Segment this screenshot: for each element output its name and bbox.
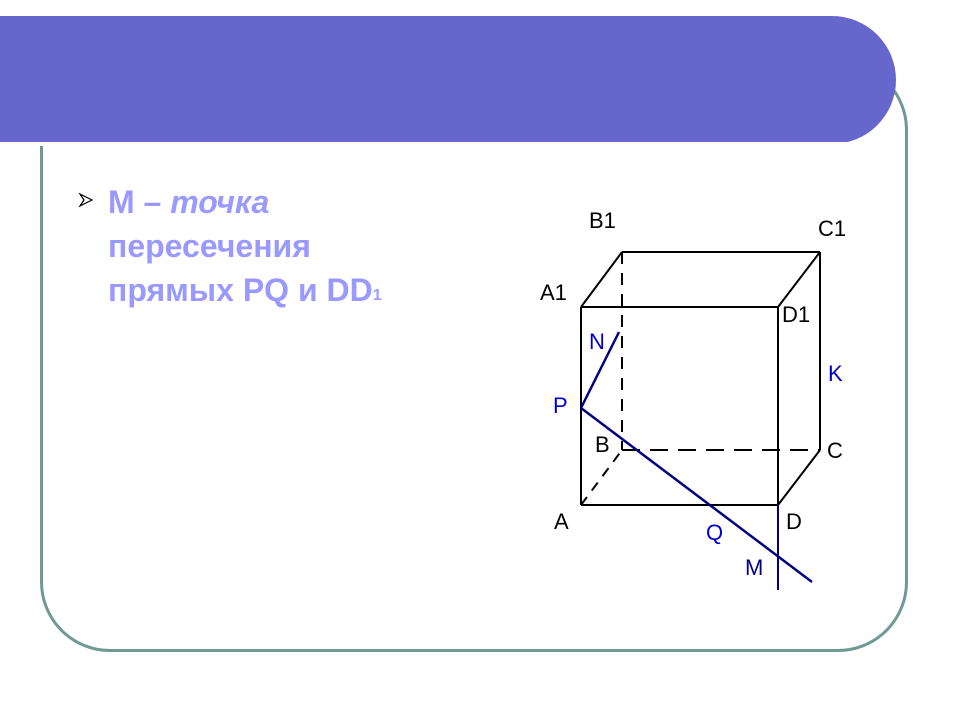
- bullet-line3: прямых PQ и DD: [108, 272, 373, 308]
- edge-a1-b1: [581, 252, 622, 307]
- label-q: Q: [706, 520, 724, 545]
- label-m: M: [745, 555, 764, 580]
- bullet-text: [108, 180, 382, 319]
- edge-d1-c1: [778, 252, 820, 307]
- header-divider: [0, 142, 848, 146]
- label-b1: B1: [589, 208, 616, 233]
- label-p: P: [553, 393, 568, 418]
- bullet-item: [78, 180, 382, 319]
- bullet-line1-italic: точка: [170, 184, 270, 220]
- label-a1: A1: [540, 280, 567, 305]
- cube-diagram: [530, 200, 870, 600]
- label-d1: D1: [782, 302, 811, 327]
- label-n: N: [589, 329, 605, 354]
- label-k: K: [828, 361, 843, 386]
- edge-a-b-hidden: [581, 450, 622, 505]
- edge-d-c: [778, 450, 820, 505]
- label-d: D: [786, 509, 802, 534]
- arrow-bullet-icon: [78, 192, 94, 208]
- bullet-line1-prefix: М –: [108, 184, 171, 220]
- label-c1: C1: [818, 216, 847, 241]
- bullet-line3-sub: 1: [372, 287, 382, 304]
- bullet-line2: пересечения: [108, 228, 311, 264]
- label-b: B: [595, 432, 610, 457]
- header-band: [0, 16, 896, 144]
- label-c: C: [827, 438, 843, 463]
- label-a: A: [554, 509, 569, 534]
